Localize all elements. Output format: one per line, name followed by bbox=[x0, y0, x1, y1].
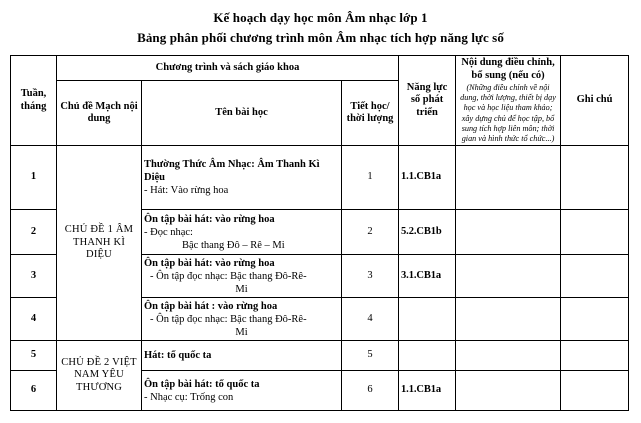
cell-period: 1 bbox=[342, 146, 399, 210]
lesson-title: Ôn tập bài hát: vào rừng hoa bbox=[144, 213, 275, 225]
page-subtitle: Bảng phân phối chương trình môn Âm nhạc tích hợp năng lực số bbox=[137, 30, 504, 45]
column-header-program-group: Chương trình và sách giáo khoa bbox=[57, 56, 399, 81]
cell-week: 1 bbox=[11, 146, 57, 210]
cell-note bbox=[561, 210, 629, 255]
cell-period: 4 bbox=[342, 298, 399, 341]
cell-note bbox=[561, 371, 629, 411]
cell-week: 3 bbox=[11, 255, 57, 298]
cell-note bbox=[561, 298, 629, 341]
lesson-detail-line: Mi bbox=[235, 283, 248, 295]
cell-competency: 1.1.CB1a bbox=[399, 146, 456, 210]
page-title: Kế hoạch dạy học môn Âm nhạc lớp 1 bbox=[213, 10, 428, 25]
column-header-lesson-name: Tên bài học bbox=[142, 81, 342, 146]
lesson-title: Ôn tập bài hát: tổ quốc ta bbox=[144, 378, 260, 390]
cell-adjustment bbox=[456, 146, 561, 210]
cell-week: 4 bbox=[11, 298, 57, 341]
cell-week: 6 bbox=[11, 371, 57, 411]
cell-week: 5 bbox=[11, 341, 57, 371]
cell-adjustment bbox=[456, 371, 561, 411]
table-header-row-1 bbox=[11, 56, 629, 81]
cell-adjustment bbox=[456, 255, 561, 298]
column-header-adjustment-text: Nội dung điều chỉnh, bổ sung (nếu có) bbox=[461, 57, 555, 81]
lesson-title: Hát: tổ quốc ta bbox=[144, 350, 212, 362]
cell-competency: 1.1.CB1a bbox=[399, 371, 456, 411]
cell-theme: CHỦ ĐỀ 2 VIỆT NAM YÊU THƯƠNG bbox=[57, 341, 142, 411]
cell-adjustment bbox=[456, 210, 561, 255]
cell-theme: CHỦ ĐỀ 1 ÂM THANH KÌ DIỆU bbox=[57, 146, 142, 341]
table-body bbox=[11, 146, 629, 411]
cell-period: 3 bbox=[342, 255, 399, 298]
cell-lesson bbox=[142, 255, 342, 298]
cell-lesson bbox=[142, 371, 342, 411]
cell-lesson bbox=[142, 298, 342, 341]
plan-table bbox=[10, 55, 629, 411]
cell-period: 6 bbox=[342, 371, 399, 411]
cell-competency: 3.1.CB1a bbox=[399, 255, 456, 298]
cell-note bbox=[561, 146, 629, 210]
cell-adjustment bbox=[456, 341, 561, 371]
cell-competency bbox=[399, 298, 456, 341]
cell-competency bbox=[399, 341, 456, 371]
cell-lesson bbox=[142, 146, 342, 210]
table-row bbox=[11, 146, 629, 210]
cell-note bbox=[561, 255, 629, 298]
lesson-title: Thường Thức Âm Nhạc: Âm Thanh Kì Diệu bbox=[144, 159, 320, 184]
cell-adjustment bbox=[456, 298, 561, 341]
lesson-detail-line: - Đọc nhạc: bbox=[144, 226, 193, 238]
lesson-detail-line: - Ôn tập đọc nhạc: Bậc thang Đô-Rê- bbox=[150, 313, 307, 325]
plan-table-container bbox=[10, 55, 628, 411]
table-row bbox=[11, 341, 629, 371]
lesson-detail-line: - Ôn tập đọc nhạc: Bậc thang Đô-Rê- bbox=[150, 270, 307, 282]
column-header-adjustment-hint: (Những điều chỉnh về nội dung, thời lượng, thiết bị dạy học và học liệu tham khảo; xây dựng chủ để học tập, bổ sung tích hợp liên môn; thời gian và hình thức tổ chức...) bbox=[460, 83, 556, 144]
column-header-competency: Năng lực số phát triển bbox=[399, 56, 456, 146]
lesson-detail-line: Mi bbox=[235, 326, 248, 338]
cell-week: 2 bbox=[11, 210, 57, 255]
column-header-note: Ghi chú bbox=[561, 56, 629, 146]
lesson-detail-line: Bậc thang Đô – Rê – Mi bbox=[182, 239, 285, 251]
cell-period: 2 bbox=[342, 210, 399, 255]
document-header bbox=[0, 0, 641, 48]
lesson-title: Ôn tập bài hát : vào rừng hoa bbox=[144, 300, 278, 312]
column-header-theme: Chủ đề Mạch nội dung bbox=[57, 81, 142, 146]
cell-note bbox=[561, 341, 629, 371]
cell-competency: 5.2.CB1b bbox=[399, 210, 456, 255]
column-header-adjustment bbox=[456, 56, 561, 146]
lesson-detail-line: - Hát: Vào rừng hoa bbox=[144, 185, 229, 197]
lesson-detail-line: - Nhạc cụ: Trống con bbox=[144, 391, 234, 403]
cell-period: 5 bbox=[342, 341, 399, 371]
column-header-week: Tuần, tháng bbox=[11, 56, 57, 146]
lesson-title: Ôn tập bài hát: vào rừng hoa bbox=[144, 257, 275, 269]
cell-lesson bbox=[142, 341, 342, 371]
table-header bbox=[11, 56, 629, 146]
cell-lesson bbox=[142, 210, 342, 255]
column-header-period: Tiết học/ thời lượng bbox=[342, 81, 399, 146]
